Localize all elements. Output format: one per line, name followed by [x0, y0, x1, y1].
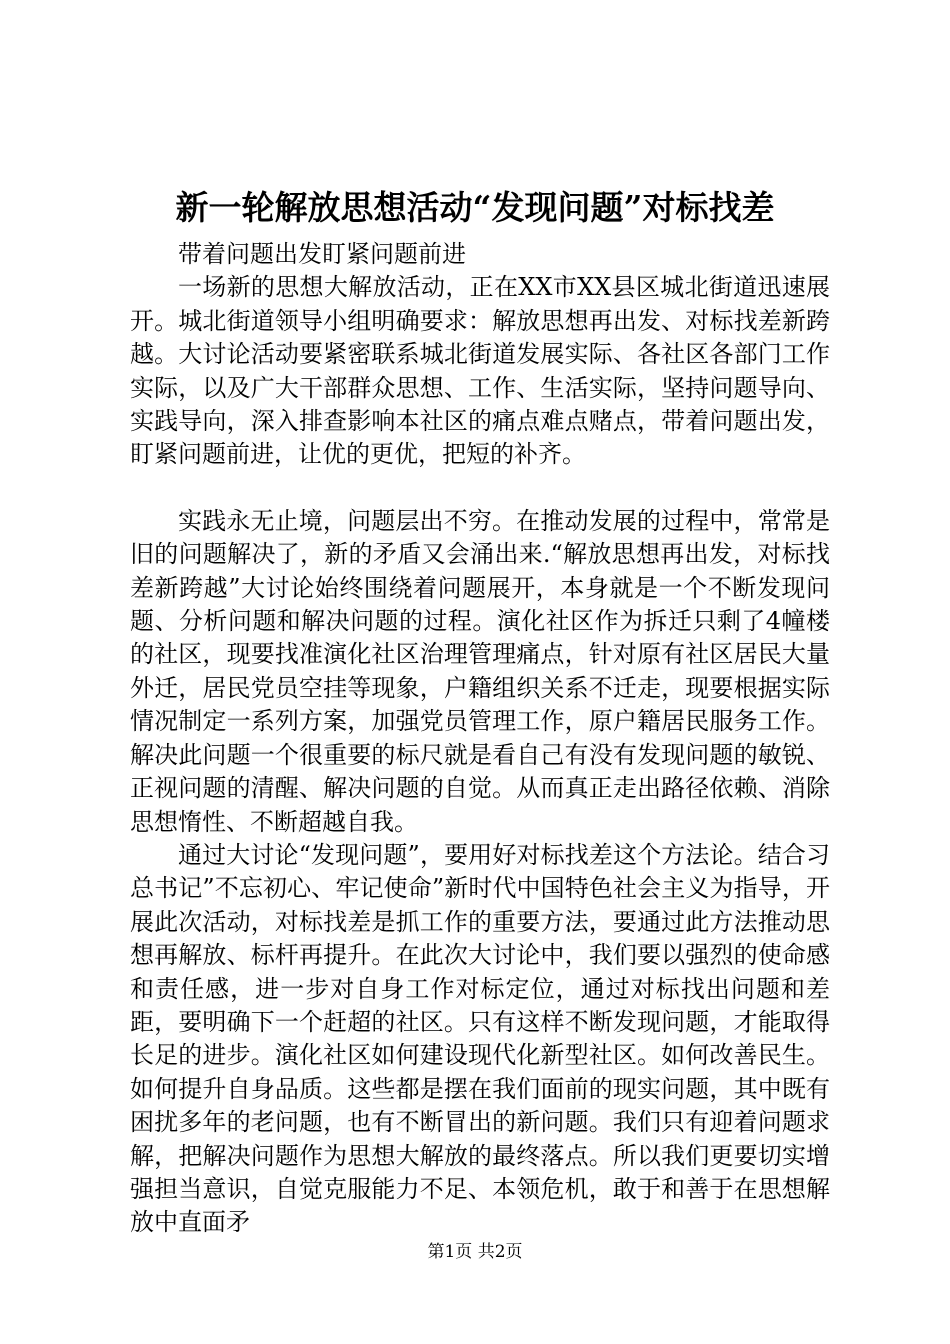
subtitle-paragraph: 带着问题出发盯紧问题前进 — [178, 240, 466, 268]
document-title: 新一轮解放思想活动“发现问题”对标找差 — [175, 188, 775, 227]
body-paragraph: 一场新的思想大解放活动，正在XX市XX县区城北街道迅速展开。城北街道领导小组明确要求：解放思想再出发、对标找差新跨越。大讨论活动要紧密联系城北街道发展实际、各社区各部门工作实际，以及广大干部群众思想、工作、生活实际，坚持问题导向、实践导向，深入排查影响本社区的痛点难点赌点，带着问题出发，盯紧问题前进，让优的更优，把短的补齐。 — [130, 273, 830, 469]
page-number: 第1页 共2页 — [427, 1242, 523, 1262]
body-paragraph: 通过大讨论“发现问题”，要用好对标找差这个方法论。结合习总书记”不忘初心、牢记使命”新时代中国特色社会主义为指导，开展此次活动，对标找差是抓工作的重要方法，要通过此方法推动思想再解放、标杆再提升。在此次大讨论中，我们要以强烈的使命感和责任感，进一步对自身工作对标定位，通过对标找出问题和差距，要明确下一个赶超的社区。只有这样不断发现问题，才能取得长足的进步。演化社区如何建设现代化新型社区。如何改善民生。如何提升自身品质。这些都是摆在我们面前的现实问题，其中既有困扰多年的老问题，也有不断冒出的新问题。我们只有迎着问题求解，把解决问题作为思想大解放的最终落点。所以我们更要切实增强担当意识，自觉克服能力不足、本领危机，敢于和善于在思想解放中直面矛 — [130, 840, 830, 1237]
body-paragraph: 实践永无止境，问题层出不穷。在推动发展的过程中，常常是旧的问题解决了，新的矛盾又会涌出来.“解放思想再出发，对标找差新跨越”大讨论始终围绕着问题展开，本身就是一个不断发现问题、分析问题和解决问题的过程。演化社区作为拆迁只剩了4幢楼的社区，现要找准演化社区治理管理痛点，针对原有社区居民大量外迁，居民党员空挂等现象，户籍组织关系不迁走，现要根据实际情况制定一系列方案，加强党员管理工作，原户籍居民服务工作。解决此问题一个很重要的标尺就是看自己有没有发现问题的敏锐、正视问题的清醒、解决问题的自觉。从而真正走出路径依赖、消除思想惰性、不断超越自我。 — [130, 506, 830, 836]
document-body — [130, 238, 830, 1240]
